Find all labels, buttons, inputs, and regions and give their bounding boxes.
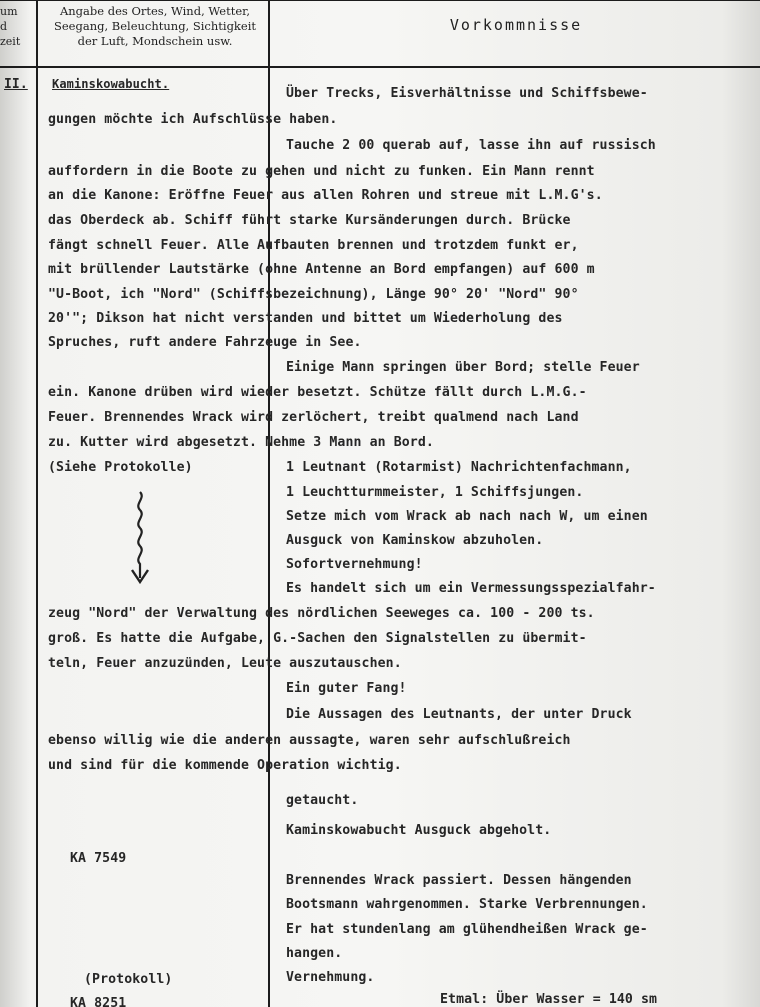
log-line: Vernehmung. <box>286 970 375 985</box>
log-line: (Protokoll) <box>84 972 173 987</box>
log-line: hangen. <box>286 946 343 961</box>
header-location-line-2: Seegang, Beleuchtung, Sichtigkeit <box>53 19 257 33</box>
log-line: Brennendes Wrack passiert. Dessen hängenden <box>286 873 632 888</box>
log-line: Tauche 2 00 querab auf, lasse ihn auf russisch <box>286 138 656 153</box>
log-line: Die Aussagen des Leutnants, der unter Druck <box>286 707 632 722</box>
log-line: 20'"; Dikson hat nicht verstanden und bittet um Wiederholung des <box>48 311 563 326</box>
log-line: Es handelt sich um ein Vermessungsspezialfahr- <box>286 581 656 596</box>
column-divider-1 <box>36 0 38 1007</box>
log-line: gungen möchte ich Aufschlüsse haben. <box>48 112 338 127</box>
log-line: Spruches, ruft andere Fahrzeuge in See. <box>48 335 362 350</box>
log-line: mit brüllender Lautstärke (ohne Antenne an Bord empfangen) auf 600 m <box>48 262 595 277</box>
log-line: Feuer. Brennendes Wrack wird zerlöchert, treibt qualmend nach Land <box>48 410 579 425</box>
header-divider <box>0 66 760 68</box>
header-location-line-3: der Luft, Mondschein usw. <box>77 34 233 48</box>
log-line: zeug "Nord" der Verwaltung des nördlichen Seeweges ca. 100 - 200 ts. <box>48 606 595 621</box>
log-line: Setze mich vom Wrack ab nach nach W, um einen <box>286 509 648 524</box>
log-line: fängt schnell Feuer. Alle Aufbauten brennen und trotzdem funkt er, <box>48 238 579 253</box>
log-line: das Oberdeck ab. Schiff führt starke Kursänderungen durch. Brücke <box>48 213 571 228</box>
header-location-column <box>42 4 268 49</box>
log-line: groß. Es hatte die Aufgabe, G.-Sachen den Signalstellen zu übermit- <box>48 631 587 646</box>
log-line: Er hat stundenlang am glühendheißen Wrack ge- <box>286 922 648 937</box>
log-line: Ausguck von Kaminskow abzuholen. <box>286 533 544 548</box>
top-edge <box>0 0 760 1</box>
header-time-line-2: d <box>0 20 8 33</box>
header-time-column <box>0 4 34 49</box>
entry-place: Kaminskowabucht. <box>52 77 170 91</box>
log-line: KA 8251 <box>70 996 127 1007</box>
log-line: 1 Leutnant (Rotarmist) Nachrichtenfachmann, <box>286 460 632 475</box>
header-location-line-1: Angabe des Ortes, Wind, Wetter, <box>59 4 251 18</box>
log-line: zu. Kutter wird abgesetzt. Nehme 3 Mann an Bord. <box>48 435 434 450</box>
log-line: und sind für die kommende Operation wichtig. <box>48 758 402 773</box>
log-line: Bootsmann wahrgenommen. Starke Verbrennungen. <box>286 897 648 912</box>
log-line: "U-Boot, ich "Nord" (Schiffsbezeichnung), Länge 90° 20' "Nord" 90° <box>48 287 579 302</box>
column-divider-2 <box>268 0 270 1007</box>
log-line: ein. Kanone drüben wird wieder besetzt. Schütze fällt durch L.M.G.- <box>48 385 587 400</box>
log-line: 1 Leuchtturmmeister, 1 Schiffsjungen. <box>286 485 584 500</box>
log-line: auffordern in die Boote zu gehen und nicht zu funken. Ein Mann rennt <box>48 164 595 179</box>
log-line: Über Trecks, Eisverhältnisse und Schiffsbewe- <box>286 86 648 101</box>
header-time-line-3: zeit <box>0 35 21 48</box>
entry-date: II. <box>4 77 28 92</box>
squiggle-arrow-icon <box>120 488 160 588</box>
log-line: Kaminskowabucht Ausguck abgeholt. <box>286 823 552 838</box>
log-line: Ein guter Fang! <box>286 681 407 696</box>
log-line: an die Kanone: Eröffne Feuer aus allen Rohren und streue mit L.M.G's. <box>48 188 603 203</box>
header-time-line-1: um <box>0 5 18 18</box>
header-events-column: Vorkommnisse <box>449 16 583 34</box>
log-line: (Siehe Protokolle) <box>48 460 193 475</box>
log-line: Sofortvernehmung! <box>286 557 423 572</box>
log-line: getaucht. <box>286 793 359 808</box>
log-line: KA 7549 <box>70 851 127 866</box>
log-line: Etmal: Über Wasser = 140 sm <box>440 992 658 1007</box>
log-line: Einige Mann springen über Bord; stelle Feuer <box>286 360 640 375</box>
log-line: ebenso willig wie die anderen aussagte, waren sehr aufschlußreich <box>48 733 571 748</box>
log-line: teln, Feuer anzuzünden, Leute auszutauschen. <box>48 656 402 671</box>
